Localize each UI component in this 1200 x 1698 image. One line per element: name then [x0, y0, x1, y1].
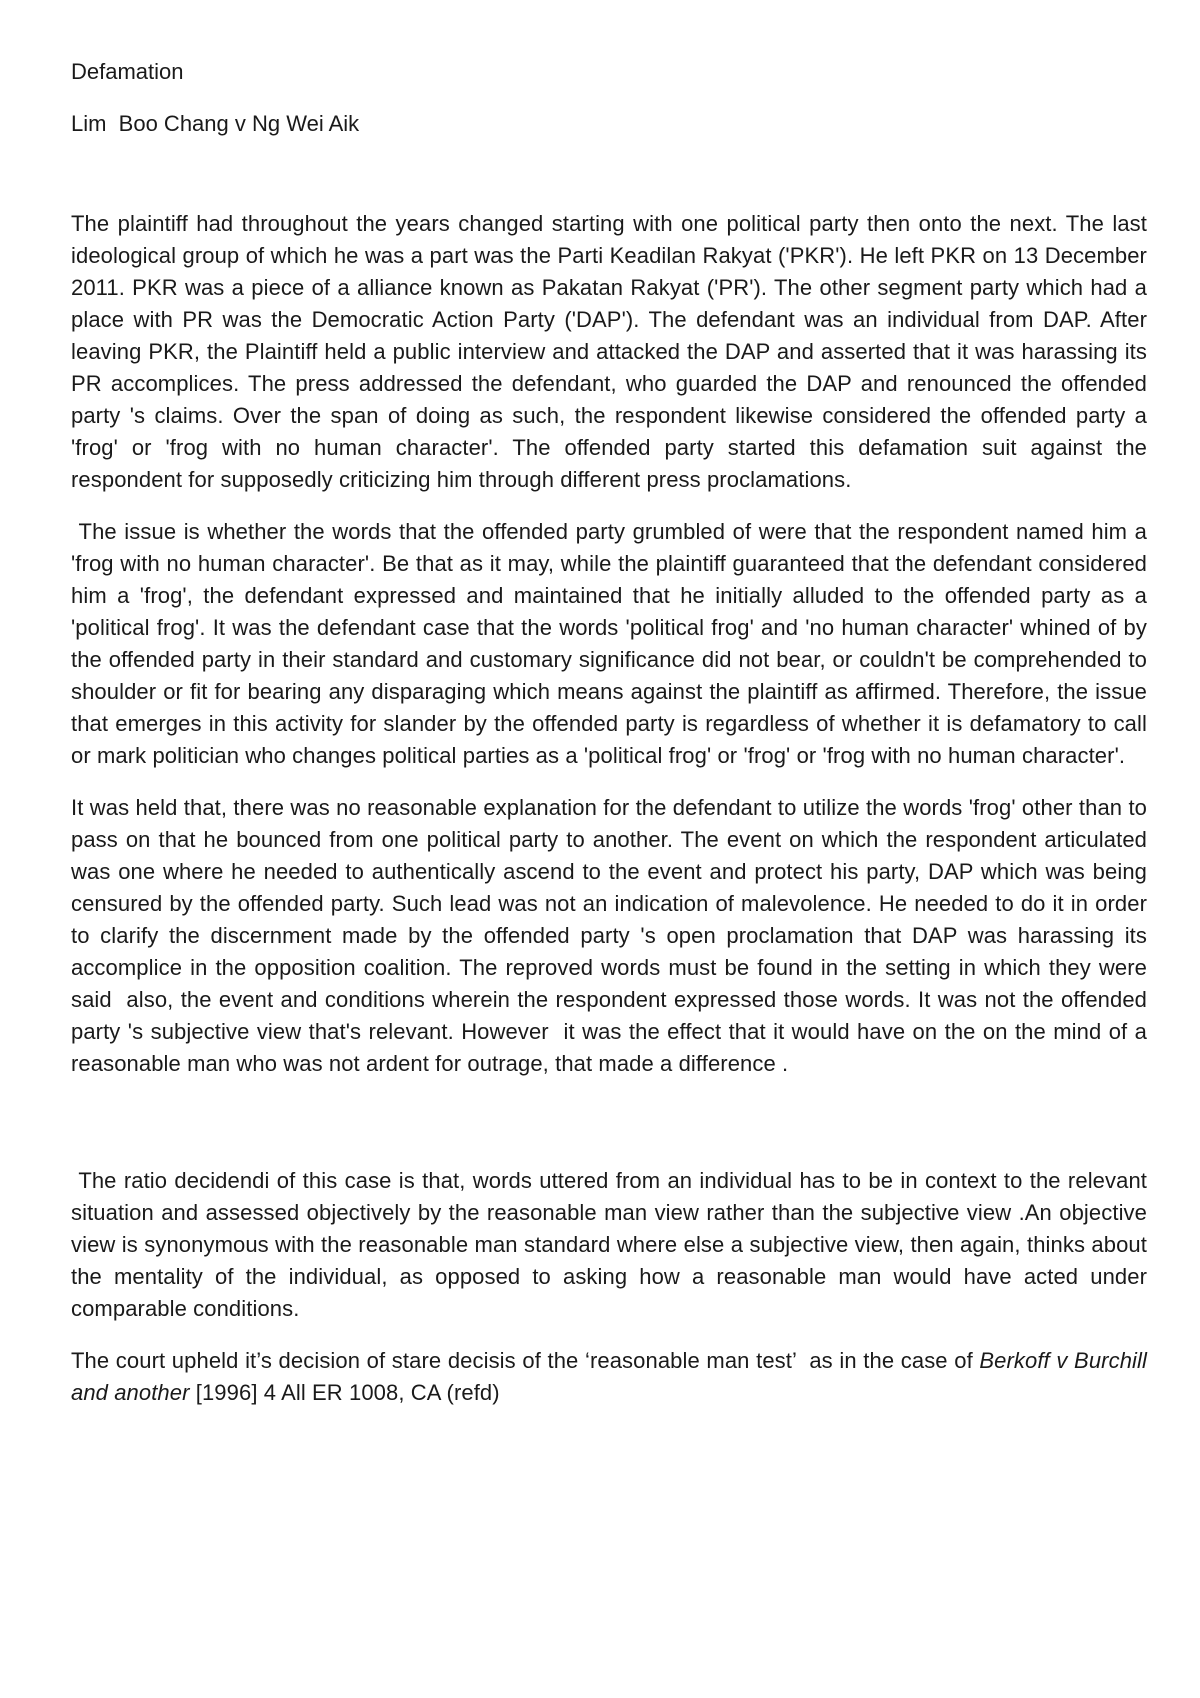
issue-paragraph: The issue is whether the words that the offended party grumbled of were that the respondent named him a 'frog with no human character'. Be that as it may, while the plaintiff guaranteed that the defendant considered him a 'frog', the defendant expressed and maintained that he initially alluded to the offended party as a 'political frog'. It was the defendant case that the words 'political frog' and 'no human character' whined of by the offended party in their standard and customary significance did not bear, or couldn't be comprehended to shoulder or fit for bearing any disparaging which means against the plaintiff as affirmed. Therefore, the issue that emerges in this activity for slander by the offended party is regardless of whether it is defamatory to call or mark politician who changes political parties as a 'political frog' or 'frog' or 'frog with no human character'.: [71, 519, 1154, 768]
cited-case-name: Berkoff v Burchill and another: [71, 1348, 1154, 1405]
facts-paragraph: The plaintiff had throughout the years changed starting with one political party then onto the next. The last ideological group of which he was a part was the Parti Keadilan Rakyat ('PKR'). He left PKR on 13 December 2011. PKR was a piece of a alliance known as Pakatan Rakyat ('PR'). The other segment party which had a place with PR was the Democratic Action Party ('DAP'). The defendant was an individual from DAP. After leaving PKR, the Plaintiff held a public interview and attacked the DAP and asserted that it was harassing its PR accomplices. The press addressed the defendant, who guarded the DAP and renounced the offended party 's claims. Over the span of doing as such, the respondent likewise considered the offended party a 'frog' or 'frog with no human character'. The offended party started this defamation suit against the respondent for supposedly criticizing him through different press proclamations.: [71, 211, 1147, 492]
document-title: Defamation: [71, 59, 184, 84]
court-text-before: The court upheld it’s decision of stare decisis of the ‘reasonable man test’ as in the case of: [71, 1348, 980, 1373]
document-page: [71, 56, 1154, 1409]
court-paragraph: [71, 1345, 1154, 1409]
held-paragraph: It was held that, there was no reasonable explanation for the defendant to utilize the words 'frog' other than to pass on that he bounced from one political party to another. The event on which the respondent articulated was one where he needed to authentically ascend to the event and protect his party, DAP which was being censured by the offended party. Such lead was not an indication of malevolence. He needed to do it in order to clarify the discernment made by the offended party 's open proclamation that DAP was harassing its accomplice in the opposition coalition. The reproved words must be found in the setting in which they were said also, the event and conditions wherein the respondent expressed those words. It was not the offended party 's subjective view that's relevant. However it was the effect that it would have on the on the mind of a reasonable man who was not ardent for outrage, that made a difference .: [71, 795, 1154, 1076]
case-name: Lim Boo Chang v Ng Wei Aik: [71, 111, 360, 136]
court-text-after: [1996] 4 All ER 1008, CA (refd): [189, 1380, 500, 1405]
ratio-paragraph: The ratio decidendi of this case is that, words uttered from an individual has to be in context to the relevant situation and assessed objectively by the reasonable man view rather than the subjective view .An objective view is synonymous with the reasonable man standard where else a subjective view, then again, thinks about the mentality of the individual, as opposed to asking how a reasonable man would have acted under comparable conditions.: [71, 1168, 1154, 1321]
